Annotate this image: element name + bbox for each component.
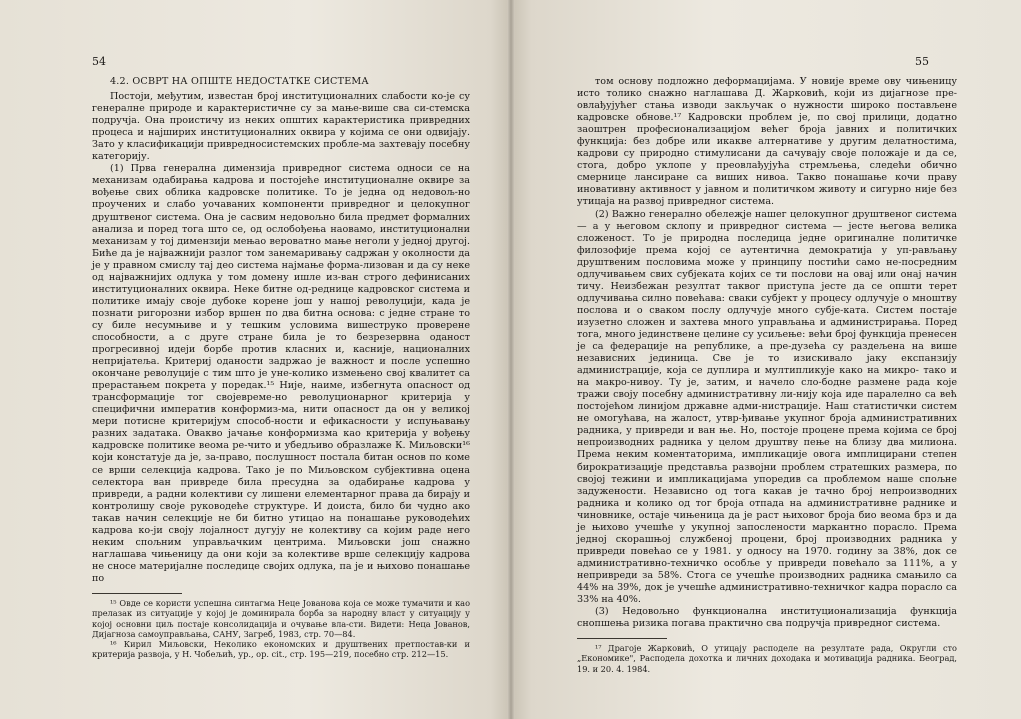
paragraph: (1) Прва генерална димензија привредног система односи се на механизам одабирања кадрова и постојеће институционалне оквире за вођење свих облика кадровске политике. То је једна од недовољ-но проучених и слабо уочаваних компоненти привредног и целокупног друштвеног система. Она је сасвим недовољно била предмет формалних анализа и поред тога што се, од ослобођења наовамо, институционални механизам у тој димензији мењао вероватно мање неголи у једној другој. Биће да је најважнији разлог том занемаривању садржан у околности да је у правном смислу тај део система најмање форма-лизован и да су неке од најважнијих одлука у том домену ишле из-ван строго дефинисаних институционалних оквира. Неке битне од-реднице кадровског система и политике имају своје дубоке корене још у нашој револуцији, када је познати ригорозни избор вршен по два битна основа: с једне стране то су биле несумњиве и у тешким условима вишеструко проверене способности, а с друге стране била је то безрезервна оданост прогресивној идеји борбе против класних и, касније, националних непријатеља. Критериј оданости задржао је важност и после успешно окончане револуције с тим што је уне-колико измењено свој квалитет са прерастањем покрета у поредак.¹⁵ Није, наиме, избегнута опасност од трансформације тог својевреме-но револуционарног критерија у специфични императив конформиз-ма, нити опасност да он у великој мери потисне критеријум способ-ности и ефикасности у испуњавању разних задатака. Овакво јачање конформизма као критерија у вођењу кадровске политике веома ре-чито и убедљиво образлаже К. Миљовски¹⁶ који констатује да је, за-право, послушност постала битан основ по коме се врши селекција кадрова. Тако је по Миљовском субјективна оцена селектора ван привреде била пресудна за одабирање кадрова у привреди, а радни колективи су лишени елементарног права да бирају и контролишу своје руководеће структуре. И доиста, било би чудно ако такав начин селекције не би битно утицао на понашање руководећих кадрова ко-ји своју лојалност дугују не колективу са којим раде него неким спољним управљачким центрима. Миљовски још снажно наглашава чињеницу да они који за колективе врше селекцију кадрова не сносе материјалне последице својих одлука, па је и њихово понашање по — [92, 163, 470, 584]
page-number: 54 — [92, 55, 106, 68]
footnote: ¹⁷ Драгоје Жарковић, О утицају расподеле на резултате рада, Округли сто „Економике", Расподела дохотка и личних доходака и мотивација радника. Београд, 19. и 20. 4. 1984. — [577, 643, 957, 674]
section-title: 4.2. ОСВРТ НА ОПШТЕ НЕДОСТАТКЕ СИСТЕМА — [110, 76, 369, 87]
right-page-body — [577, 76, 957, 674]
left-page-body — [92, 76, 470, 660]
footnote: ¹⁶ Кирил Миљовски, Неколико економских и друштвених претпостав-ки и критерија развоја, у Н. Чобељић, ур., op. cit., стр. 195—219, посебно стр. 212—15. — [92, 639, 470, 660]
paragraph: Постоји, међутим, известан број институционалних слабости ко-је су генералне природе и карактеристичне су за мање-више сва си-стемска подручја. Она проистичу из неких општих карактеристика привредних процеса и најширих институционалних оквира у којима се они одвијају. Зато у класификацији привредносистемских пробле-ма захтевају посебну категорију. — [92, 91, 470, 163]
footnote-rule — [577, 638, 667, 639]
book-gutter — [507, 0, 515, 719]
footnote-rule — [92, 593, 182, 594]
paragraph: (3) Недовољно функционална институционализација функција снопшења ризика погава практично сва подручја привредног система. — [577, 606, 957, 630]
footnote: ¹⁵ Овде се користи успешна синтагма Неце Јованова која се може тумачити и као прелазак из ситуације у којој је доминирала борба за народну власт у ситуацију у којој основни циљ постаје консолидација и очување вла-сти. Видети: Неца Јованов, Дијагноза самоуправљања, САНУ, Загреб, 1983, стр. 70—84. — [92, 597, 470, 639]
right-page — [511, 0, 1021, 719]
paragraph: том основу подложно деформацијама. У новије време ову чињеницу исто толико снажно наглашава Д. Жарковић, који из дијагнозе пре-овлађујућег стања изводи закључак о нужности широко постављене кадровске обнове.¹⁷ Кадровски проблем је, по свој прилици, додатно заоштрен професионализацијом већег броја јавних и политичких функција: без добре или икакве алтернативе у другим делатностима, кадрови су природно стимулисани да сачувају своје положаје и да се, стога, добро уклопе у преовлађујућа стремљења, следећи обично смернице лансиране са виших нивоа. Такво понашање кочи праву иновативну активност у јавном и политичком животу и сигурно није без утицаја на развој привредног система. — [577, 76, 957, 208]
paragraph: (2) Важно генерално обележје нашег целокупног друштвеног система — а у његовом склопу и привредног система — јесте његова велика сложеност. То је природна последица једне оригиналне политичке филозофије према којој се аутентична демократија у уп-рављању друштвеним пословима може у принципу постићи само не-посредним одлучивањем свих субјеката којих се ти послови на овај или онај начин тичу. Неизбежан резултат таквог приступа јесте да се општи терет одлучивања силно повећава: сваки субјект у процесу одлучује о мноштву послова и о сваком послу одлучује много субје-ката. Систем постаје изузетно сложен и захтева много управљања и администрирања. Поред тога, много јединствене целине су усиљење: већи број функција пренесен је са федерације на републике, а пре-дузећа су раздељена на више независних јединица. Све је то изискивало јаку експанзију администрације, која се дуплира и мултипликује како на микро- тако и на макро-нивоу. Ту је, затим, и начело сло-бодне размене рада које тражи своју посебну административну ли-нију која иде паралелно са већ постојећом линијом државне адми-нистрације. Наш статистички систем не омогућава, на жалост, утвр-ђивање укупног броја административних радника, у привреди и ван ње. Но, постоје процене према којима се број непроизводних радника у целом друштву пење на близу два милиона. Према неким коментаторима, импликације овога имплицирани степен бирократизације представља развојни проблем стратешких размера, по својој тежини и импликацијама упоредив са проблемом наше спољне задужености. Независно од тога какав је тачно број непроизводних радника и колико од тог броја отпада на административне раднике и чиновнике, остаје чињеница да је раст њиховог броја био веома брз и да је њихово учешће у укупној запослености маркантно порасло. Према једној скорашњој службеној процени, број производних радника у привреди повећао се у 1981. у односу на 1970. годину за 38%, док се административно-техничко особље у привреди повећало за 111%, а у непривреди за 58%. Стога се учешће производних радника смањило са 44% на 39%, док је учешће административно-техничког кадра порасло са 33% на 40%. — [577, 208, 957, 606]
page-number: 55 — [915, 55, 929, 68]
